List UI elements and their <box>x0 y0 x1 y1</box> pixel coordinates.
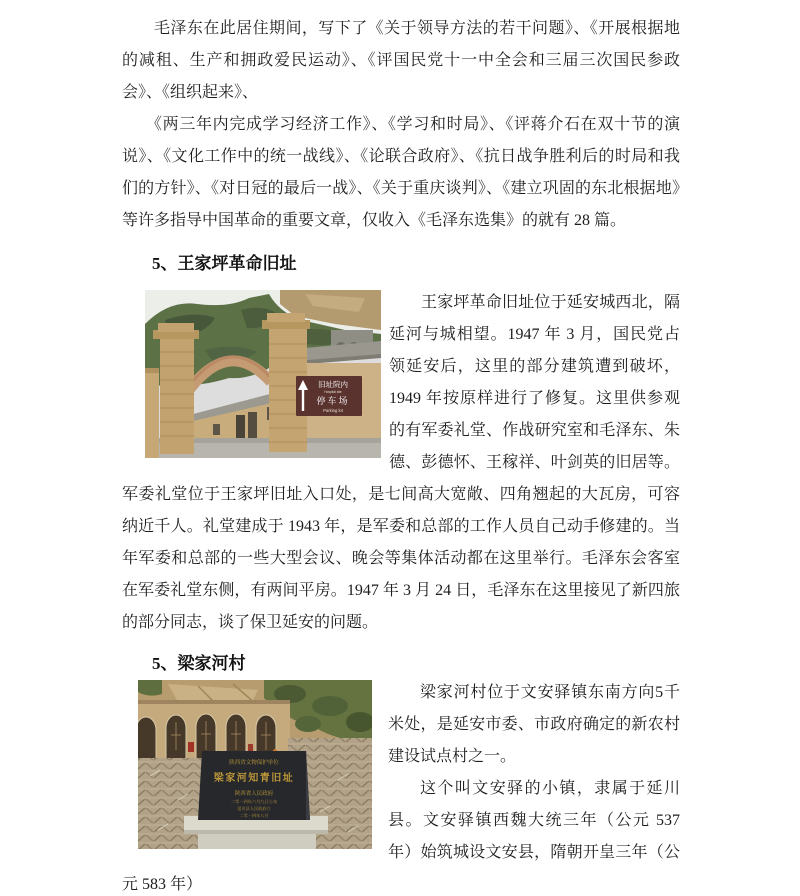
section-wangjiaping <box>122 287 680 639</box>
paragraph-mao-writings-1: 毛泽东在此居住期间，写下了《关于领导方法的若干问题》、《开展根据地的减租、生产和拥政爱民运动》、《评国民党十一中全会和三届三次国民参政会》、《组织起来》、 <box>122 20 680 101</box>
stele <box>198 751 310 820</box>
photo-wangjiaping-gate <box>145 290 381 458</box>
photo-liangjiahe-village <box>138 680 372 849</box>
sign-text-en-1: Hospital site <box>324 390 342 394</box>
liangjiahe-village-illustration <box>138 680 372 849</box>
wangjiaping-body-text: 王家坪革命旧址位于延安城西北，隔延河与城相望。1947 年 3 月，国民党占领延安后，这里的部分建筑遭到破坏，1949 年按原样进行了修复。这里供参观的有军委礼堂、作战研究室和毛泽东、朱德、彭德怀、王稼祥、叶剑英的旧居等。军委礼堂位于王家坪旧址入口处，是七间高大宽敞、四角翘起的大瓦房，可容纳近千人。礼堂建成于 1943 年，是军委和总部的工作人员自己动手修建的。当年军委和总部的一些大型会议、晚会等集体活动都在这里举行。毛泽东会客室在军委礼堂东侧，有两间平房。1947 年 3 月 24 日，毛泽东在这里接见了新四旅的部分同志，谈了保卫延安的问题。 <box>122 294 680 631</box>
section-heading-liangjiahe: 5、梁家河村 <box>152 654 246 673</box>
liangjiahe-paragraph-2: 这个叫文安驿的小镇，隶属于延川县。文安驿镇西魏大统三年（公元 537 年）始筑城设文安县，隋朝开皇三年（公元 583 年） <box>122 780 680 893</box>
stele-text-1: 陕西省文物保护单位 <box>229 760 279 766</box>
wangjiaping-gate-illustration <box>145 290 381 458</box>
stele-text-5: 延川县人民政府立 <box>237 806 271 811</box>
stele-text-2: 梁家河知青旧址 <box>213 773 295 784</box>
sign-text-en-2: Parking lot <box>323 408 343 413</box>
section-heading-wangjiaping: 5、王家坪革命旧址 <box>152 254 297 273</box>
sign-text-cn-1: 旧址院内 <box>318 380 348 389</box>
stele-text-4: 二零一四年六月九日公布 <box>230 799 278 804</box>
sign-text-cn-2: 停车场 <box>316 396 350 406</box>
document-page <box>122 0 680 896</box>
liangjiahe-paragraph-1: 梁家河村位于文安驿镇东南方向5千米处，是延安市委、市政府确定的新农村建设试点村之一。 <box>388 684 680 765</box>
stele-text-6: 二零一四年八月 <box>239 813 269 818</box>
section-liangjiahe <box>122 677 680 896</box>
stele-text-3: 陕西省人民政府 <box>234 791 274 797</box>
paragraph-mao-writings-2: 《两三年内完成学习经济工作》、《学习和时局》、《评蒋介石在双十节的演说》、《文化工作中的统一战线》、《论联合政府》、《抗日战争胜利后的时局和我们的方针》、《对日冠的最后一战》、《关于重庆谈判》、《建立巩固的东北根据地》等许多指导中国革命的重要文章，仅收入《毛泽东选集》的就有 28 篇。 <box>122 116 680 229</box>
parking-sign <box>296 376 362 416</box>
